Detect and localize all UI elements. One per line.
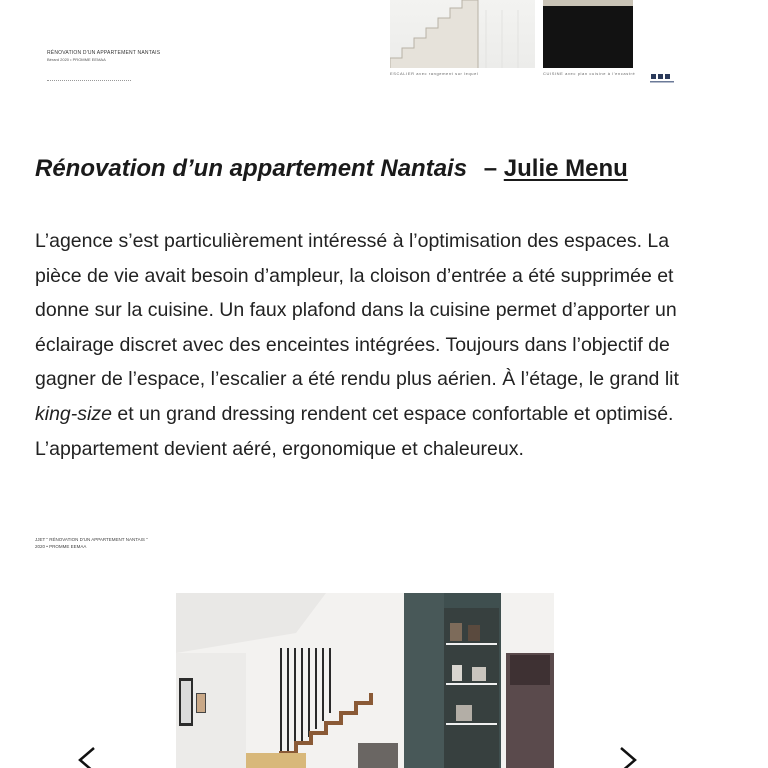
interior-render-image xyxy=(176,593,554,768)
board-title: RÉNOVATION D'UN APPARTEMENT NANTAIS xyxy=(47,50,161,56)
staircase-photo xyxy=(390,0,535,68)
chevron-right-icon xyxy=(615,745,641,768)
paragraph-emphasis: king-size xyxy=(35,402,112,425)
board-caption-line-2: 2020 • PROMME EEMAA xyxy=(35,544,87,549)
board-caption-left: ESCALIER avec rangement sur lequel xyxy=(390,71,479,76)
gallery-next-button[interactable] xyxy=(615,745,641,768)
agency-logo xyxy=(648,72,676,84)
board-caption-line-1: JJET " RÉNOVATION D'UN APPARTEMENT NANTAIS " xyxy=(35,537,148,542)
board-divider xyxy=(47,80,131,82)
heading-separator: – xyxy=(483,155,498,182)
presentation-board-image xyxy=(0,0,768,95)
board-caption xyxy=(35,536,148,550)
kitchen-ceiling xyxy=(543,0,633,6)
chevron-left-icon xyxy=(74,745,100,768)
author-link[interactable]: Julie Menu xyxy=(503,155,628,182)
paragraph-text-2: et un grand dressing rendent cet espace confortable et optimisé. L’appartement devient aéré, ergonomique et chaleureux. xyxy=(35,402,674,460)
board-caption-right: CUISINE avec plan cuisine à l'encastré xyxy=(543,71,636,76)
staircase-illustration xyxy=(390,0,535,68)
interior-render-illustration xyxy=(176,593,554,768)
paragraph-text-1: L’agence s’est particulièrement intéressé à l’optimisation des espaces. La pièce de vie avait besoin d’ampleur, la cloison d’entrée a été supprimée et donne sur la cuisine. Un faux plafond dans la cuisine permet d’apporter un éclairage discret avec des enceintes intégrées. Toujours dans l’objectif de gagner de l’espace, l’escalier a été rendu plus aérien. À l’étage, le grand lit xyxy=(35,230,679,391)
gallery-prev-button[interactable] xyxy=(74,745,100,768)
board-subtitle: Bérard 2020 • PROMME EEMAA xyxy=(47,57,106,62)
kitchen-photo xyxy=(543,0,633,68)
article-paragraph xyxy=(35,224,695,466)
article-heading xyxy=(35,155,628,183)
project-title: Rénovation d’un appartement Nantais xyxy=(35,155,468,182)
